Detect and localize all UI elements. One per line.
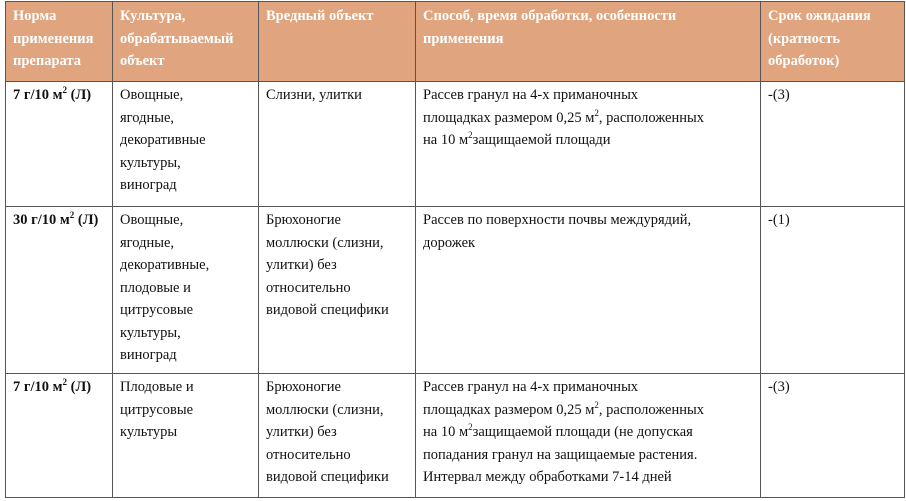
cell-line: Рассев гранул на 4-х приманочных — [423, 379, 639, 395]
cell-line: культуры, — [120, 324, 181, 341]
cell-line: моллюски (слизни, — [266, 401, 384, 418]
cell-line: цитрусовые — [120, 302, 194, 318]
header-crop — [113, 2, 259, 82]
cell-crop — [113, 374, 259, 498]
cell-rate: 7 г/10 $м^2$ (Л) — [6, 82, 113, 207]
cell-rate: 30 г/10 $м^2$ (Л) — [6, 207, 113, 374]
cell-crop — [113, 207, 259, 374]
cell-line: видовой специфики — [266, 302, 389, 318]
header-line: (кратность — [768, 30, 841, 47]
cell-line: площадках размером 0,25 $м^2$, расположенных — [423, 107, 704, 126]
table-row — [6, 207, 905, 374]
cell-pest — [259, 207, 416, 374]
cell-waiting-period: -(3) — [761, 82, 905, 207]
cell-rate: 7 г/10 $м^2$ (Л) — [6, 374, 113, 498]
cell-method — [416, 207, 761, 374]
header-line: применения — [423, 30, 504, 47]
header-line: препарата — [13, 53, 81, 69]
cell-line: ягодные, — [120, 109, 175, 126]
header-line: применения — [13, 30, 94, 47]
cell-waiting-period: -(1) — [761, 207, 905, 374]
cell-line: улитки) без — [266, 257, 337, 273]
cell-line: цитрусовые — [120, 401, 194, 418]
cell-line: культуры, — [120, 154, 181, 171]
header-waiting-period — [761, 2, 905, 82]
cell-line: виноград — [120, 177, 177, 193]
cell-line: ягодные, — [120, 234, 175, 251]
cell-method — [416, 82, 761, 207]
cell-waiting-period: -(3) — [761, 374, 905, 498]
cell-pest — [259, 82, 416, 207]
header-line: Норма — [13, 8, 57, 24]
cell-line: улитки) без — [266, 424, 337, 440]
cell-line: Овощные, — [120, 87, 184, 103]
cell-line: относительно — [266, 279, 351, 296]
cell-line: моллюски (слизни, — [266, 234, 384, 251]
pesticide-application-table-wrapper — [5, 1, 905, 498]
header-line: Способ, время обработки, особенности — [423, 8, 677, 24]
cell-line: Брюхоногие — [266, 212, 341, 228]
cell-line: Интервал между обработками 7-14 дней — [423, 469, 672, 485]
cell-line: Овощные, — [120, 212, 184, 228]
cell-line: на 10 $м^2защищаемой$ площади (не допуская — [423, 422, 693, 440]
table-row — [6, 374, 905, 498]
pesticide-application-table — [5, 1, 905, 498]
cell-line: Плодовые и — [120, 379, 194, 395]
cell-line: относительно — [266, 446, 351, 463]
header-line: объект — [120, 53, 165, 69]
cell-line: попадания гранул на защищаемые растения. — [423, 446, 698, 463]
table-row — [6, 82, 905, 207]
cell-line: Рассев гранул на 4-х приманочных — [423, 87, 639, 103]
cell-line: видовой специфики — [266, 469, 389, 485]
cell-line: плодовые и — [120, 279, 191, 296]
cell-line: площадках размером 0,25 $м^2$, расположенных — [423, 399, 704, 418]
cell-line: культуры — [120, 424, 178, 440]
cell-line: Слизни, улитки — [266, 87, 362, 103]
header-line: обрабатываемый — [120, 30, 234, 47]
header-line: Срок ожидания — [768, 8, 871, 24]
header-method — [416, 2, 761, 82]
header-line: Культура, — [120, 8, 186, 24]
header-application-rate — [6, 2, 113, 82]
cell-line: виноград — [120, 347, 177, 363]
cell-line: дорожек — [423, 234, 476, 251]
header-line: обработок) — [768, 53, 840, 69]
cell-method — [416, 374, 761, 498]
table-header-row — [6, 2, 905, 82]
header-pest — [259, 2, 416, 82]
cell-crop — [113, 82, 259, 207]
cell-pest — [259, 374, 416, 498]
cell-line: на 10 $м^2защищаемой$ площади — [423, 130, 611, 148]
cell-line: Рассев по поверхности почвы междурядий, — [423, 212, 692, 228]
cell-line: декоративные — [120, 132, 206, 148]
cell-line: Брюхоногие — [266, 379, 341, 395]
header-line: Вредный объект — [266, 8, 374, 24]
cell-line: декоративные, — [120, 257, 210, 273]
